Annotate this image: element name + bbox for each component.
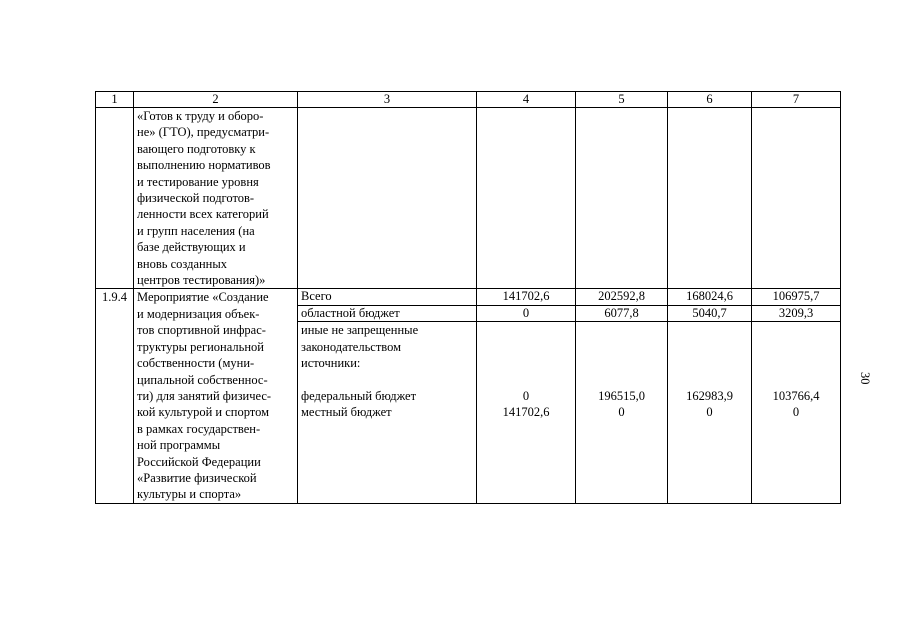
value-cell: 168024,6 bbox=[668, 289, 752, 305]
item-number-cell: 1.9.4 bbox=[96, 289, 134, 503]
source-line: законодательством bbox=[301, 339, 402, 354]
value-cell: 5040,7 bbox=[668, 305, 752, 321]
item-description-cell bbox=[134, 108, 298, 289]
description-line: физической подготов- bbox=[137, 191, 255, 206]
table-row bbox=[96, 108, 841, 289]
description-line: в рамках государствен- bbox=[137, 421, 261, 436]
header-cell: 2 bbox=[134, 92, 298, 108]
value-line: 196515,0 bbox=[598, 388, 645, 403]
value-cell bbox=[752, 322, 841, 504]
description-line: выполнению нормативов bbox=[137, 158, 271, 173]
value-line: 0 bbox=[706, 405, 713, 420]
value-cell bbox=[576, 322, 668, 504]
description-line: ти) для занятий физичес- bbox=[137, 388, 272, 403]
description-line: «Готов к труду и оборо- bbox=[137, 109, 264, 123]
header-cell: 1 bbox=[96, 92, 134, 108]
value-cell bbox=[752, 108, 841, 289]
description-line: кой культурой и спортом bbox=[137, 405, 270, 420]
program-table bbox=[95, 91, 841, 504]
funding-source-regional: областной бюджет bbox=[298, 305, 477, 321]
description-line: Мероприятие «Создание bbox=[137, 290, 269, 305]
value-line: 0 bbox=[618, 405, 625, 420]
description-line: Российской Федерации bbox=[137, 454, 261, 469]
header-cell: 4 bbox=[477, 92, 576, 108]
source-line: местный бюджет bbox=[301, 405, 392, 420]
description-line: центров тестирования)» bbox=[137, 273, 266, 288]
header-cell: 3 bbox=[298, 92, 477, 108]
value-cell: 3209,3 bbox=[752, 305, 841, 321]
source-line: федеральный бюджет bbox=[301, 388, 417, 403]
description-line: базе действующих и bbox=[137, 240, 246, 255]
description-line: собственности (муни- bbox=[137, 356, 255, 371]
value-cell: 6077,8 bbox=[576, 305, 668, 321]
value-cell: 141702,6 bbox=[477, 289, 576, 305]
item-description-cell bbox=[134, 289, 298, 503]
value-line: 0 bbox=[792, 405, 800, 420]
value-cell bbox=[477, 322, 576, 504]
value-cell bbox=[576, 108, 668, 289]
funding-source-total: Всего bbox=[298, 289, 477, 305]
value-cell bbox=[477, 108, 576, 289]
description-line: и модернизация объек- bbox=[137, 306, 260, 321]
value-line: 162983,9 bbox=[686, 388, 733, 403]
description-line: «Развитие физической bbox=[137, 470, 257, 485]
table-header-row bbox=[96, 92, 841, 108]
source-line: источники: bbox=[301, 356, 361, 371]
funding-source-other bbox=[298, 322, 477, 504]
description-line: и тестирование уровня bbox=[137, 174, 259, 189]
value-cell: 202592,8 bbox=[576, 289, 668, 305]
value-cell bbox=[668, 322, 752, 504]
table-row bbox=[96, 289, 841, 305]
description-line: ципальной собственнос- bbox=[137, 372, 268, 387]
value-cell: 0 bbox=[477, 305, 576, 321]
description-line: труктуры региональной bbox=[137, 339, 264, 354]
value-cell: 106975,7 bbox=[752, 289, 841, 305]
description-line: вновь созданных bbox=[137, 256, 228, 271]
header-cell: 7 bbox=[752, 92, 841, 108]
header-cell: 6 bbox=[668, 92, 752, 108]
header-cell: 5 bbox=[576, 92, 668, 108]
source-line: иные не запрещенные bbox=[301, 323, 419, 338]
description-line: вающего подготовку к bbox=[137, 141, 256, 156]
description-line: культуры и спорта» bbox=[137, 487, 242, 502]
value-line: 103766,4 bbox=[772, 388, 820, 403]
description-line: ной программы bbox=[137, 438, 221, 453]
page-number: 30 bbox=[858, 372, 872, 385]
description-line: и групп населения (на bbox=[137, 223, 255, 238]
description-line: не» (ГТО), предусматри- bbox=[137, 125, 270, 140]
item-number-cell bbox=[96, 108, 134, 289]
value-line: 0 bbox=[522, 388, 530, 403]
value-cell bbox=[668, 108, 752, 289]
description-line: ленности всех категорий bbox=[137, 207, 269, 222]
funding-source-cell bbox=[298, 108, 477, 289]
description-line: тов спортивной инфрас- bbox=[137, 323, 266, 338]
value-line: 141702,6 bbox=[502, 405, 550, 420]
